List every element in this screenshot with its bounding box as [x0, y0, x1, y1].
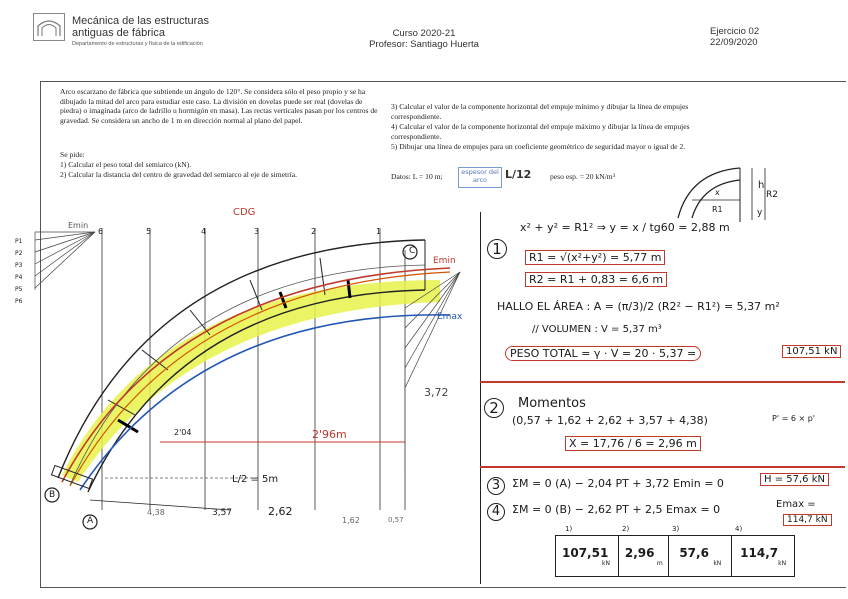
section-4-marker: 4: [487, 503, 505, 521]
bottom-dim-3: 2,62: [268, 505, 293, 518]
solution-3-equation: ΣM = 0 (A) − 2,04 PT + 3,72 Emin = 0: [512, 477, 724, 490]
section-1-marker: 1: [487, 239, 507, 259]
results-value-2: 2,96: [624, 546, 655, 560]
arch-diagram: [30, 210, 485, 540]
solution-1-area: HALLO EL ÁREA : A = (π/3)/2 (R2² − R1²) = 5,37 m²: [497, 300, 780, 313]
professor-label: Profesor: Santiago Huerta: [369, 39, 479, 50]
section-2-marker: 2: [484, 398, 504, 418]
solution-2-title: Momentos: [518, 396, 586, 411]
results-unit-3: kN: [713, 560, 722, 567]
fan-ray: [35, 232, 95, 252]
sketch-h-label: h: [758, 180, 765, 191]
section-number-5: 5: [146, 227, 152, 236]
results-value-3: 57,6: [679, 546, 709, 560]
results-cell: [669, 536, 732, 576]
statement-task-1: 1) Calcular el peso total del semiarco (kN).: [60, 160, 192, 169]
statement-task-5: 5) Dibujar una línea de empujes para un coeficiente geométrico de seguridad mayor o igual de 2.: [391, 142, 686, 151]
results-header-4: 4): [735, 525, 743, 533]
span-start-value: 2'04: [174, 428, 192, 437]
thrust-zone-highlight: [62, 280, 440, 482]
force-fan-left: [35, 232, 95, 290]
statement-intro: Arco escarzano de fábrica que subtiende un ángulo de 120°. Se considera sólo el peso propio y se ha dibujado la mitad del arco para estudiar este caso. La división en dovelas puede ser real (dovelas de piedra) o imaginada (arco de ladrillo u hormigón en masa). Las rectas verticales pasan por los centros de gravedad. Se considera un ancho de 1 m en dirección normal al plano del papel.: [60, 87, 378, 125]
bottom-dim-4: 1,62: [342, 516, 360, 525]
statement-se-pide: Se pide:: [60, 150, 85, 159]
section-number-4: 4: [201, 227, 207, 236]
results-cell: [556, 536, 619, 576]
emin-right-label: Emin: [433, 256, 456, 266]
section-number-2: 2: [311, 227, 317, 236]
section-3-marker: 3: [487, 477, 505, 495]
solution-4-result: 114,7 kN: [783, 514, 832, 526]
solution-4-result-label: Emax =: [776, 499, 816, 510]
datos-espesor-box: espesor del arco: [458, 167, 502, 188]
results-header-3: 3): [672, 525, 680, 533]
department-name: Departamento de estructuras y física de la edificación: [72, 41, 203, 47]
statement-task-2: 2) Calcular la distancia del centro de gravedad del semiarco al eje de simetría.: [60, 170, 297, 179]
cdg-label: CDG: [233, 207, 256, 218]
sketch-r2-label: R2: [766, 190, 778, 200]
solution-divider-2: [480, 466, 845, 468]
load-label-p2: P2: [15, 250, 23, 257]
results-value-4: 114,7: [740, 546, 779, 560]
solution-divider-1: [480, 381, 845, 383]
results-header-2: 2): [622, 525, 630, 533]
course-label: Curso 2020-21: [392, 28, 456, 39]
results-unit-4: kN: [778, 560, 787, 567]
results-value-1: 107,51: [562, 546, 609, 560]
solution-1-r2: R2 = R1 + 0,83 = 6,6 m: [525, 272, 667, 287]
solution-1-volume: // VOLUMEN : V = 5,37 m³: [532, 324, 662, 335]
fan-ray: [35, 232, 95, 264]
results-cell: [619, 536, 669, 576]
load-label-p4: P4: [15, 274, 23, 281]
solution-2-sum: (0,57 + 1,62 + 2,62 + 3,57 + 4,38): [512, 414, 708, 427]
solution-2-result: X = 17,76 / 6 = 2,96 m: [565, 436, 701, 451]
bottom-dim-1: 4,38: [147, 508, 165, 517]
exercise-number: Ejercicio 02: [710, 26, 760, 37]
section-number-3: 3: [254, 227, 260, 236]
institution-name: Mecánica de las estructuras: [72, 15, 209, 27]
exercise-date: 22/09/2020: [710, 37, 758, 48]
emin-left-label: Emin: [68, 221, 89, 230]
bottom-dim-5: 0,57: [388, 516, 404, 524]
results-cell: [732, 536, 794, 576]
solution-divider-vertical: [480, 212, 481, 584]
sketch-x-label: x: [715, 188, 720, 197]
bottom-dim-2: 3,57: [212, 508, 233, 518]
point-c-label: C: [409, 246, 416, 256]
statement-task-4: 4) Calcular el valor de la componente horizontal del empuje máximo y dibujar la línea de empujes correspondiente.: [391, 122, 690, 141]
geometry-sketch: [670, 160, 780, 225]
fan-ray: [35, 232, 95, 288]
load-label-p3: P3: [15, 262, 23, 269]
results-unit-2: m: [656, 560, 663, 567]
solution-1-peso: PESO TOTAL = γ · V = 20 · 5,37 =: [505, 346, 701, 361]
statement-peso-especifico: peso esp. = 20 kN/m³: [550, 172, 615, 181]
solution-1-r1: R1 = √(x²+y²) = 5,77 m: [525, 250, 665, 265]
half-span-value: L/2 = 5m: [232, 474, 279, 485]
vertical-dimension-value: 3,72: [424, 386, 449, 399]
statement-datos: Datos: L = 10 m;: [391, 172, 443, 181]
section-number-6: 6: [98, 227, 104, 236]
xg-dimension-value: 2'96m: [312, 428, 347, 441]
load-label-p5: P5: [15, 286, 23, 293]
datos-espesor-value: L/12: [505, 168, 532, 181]
sketch-r1-label: R1: [712, 205, 723, 214]
solution-1-peso-value: 107,51 kN: [782, 345, 841, 358]
load-label-p1: P1: [15, 238, 23, 245]
solution-3-result: H = 57,6 kN: [760, 473, 829, 486]
statement-task-3: 3) Calcular el valor de la componente horizontal del empuje mínimo y dibujar la línea de empujes correspondiente.: [391, 102, 689, 121]
solution-2-note: P' = 6 × p': [772, 414, 815, 423]
emax-label: Emax: [437, 312, 463, 322]
institution-name-2: antiguas de fábrica: [72, 27, 165, 39]
results-table: [555, 535, 795, 577]
load-label-p6: P6: [15, 298, 23, 305]
joint-stroke: [348, 280, 350, 298]
section-number-1: 1: [376, 227, 382, 236]
results-header-1: 1): [565, 525, 573, 533]
solution-4-equation: ΣM = 0 (B) − 2,62 PT + 2,5 Emax = 0: [512, 503, 721, 516]
point-b-label: B: [49, 490, 56, 500]
point-a-label: A: [87, 516, 94, 526]
sketch-y-label: y: [757, 208, 763, 218]
results-unit-1: kN: [602, 560, 610, 567]
solution-1-equation: x² + y² = R1² ⇒ y = x / tg60 = 2,88 m: [520, 221, 730, 234]
